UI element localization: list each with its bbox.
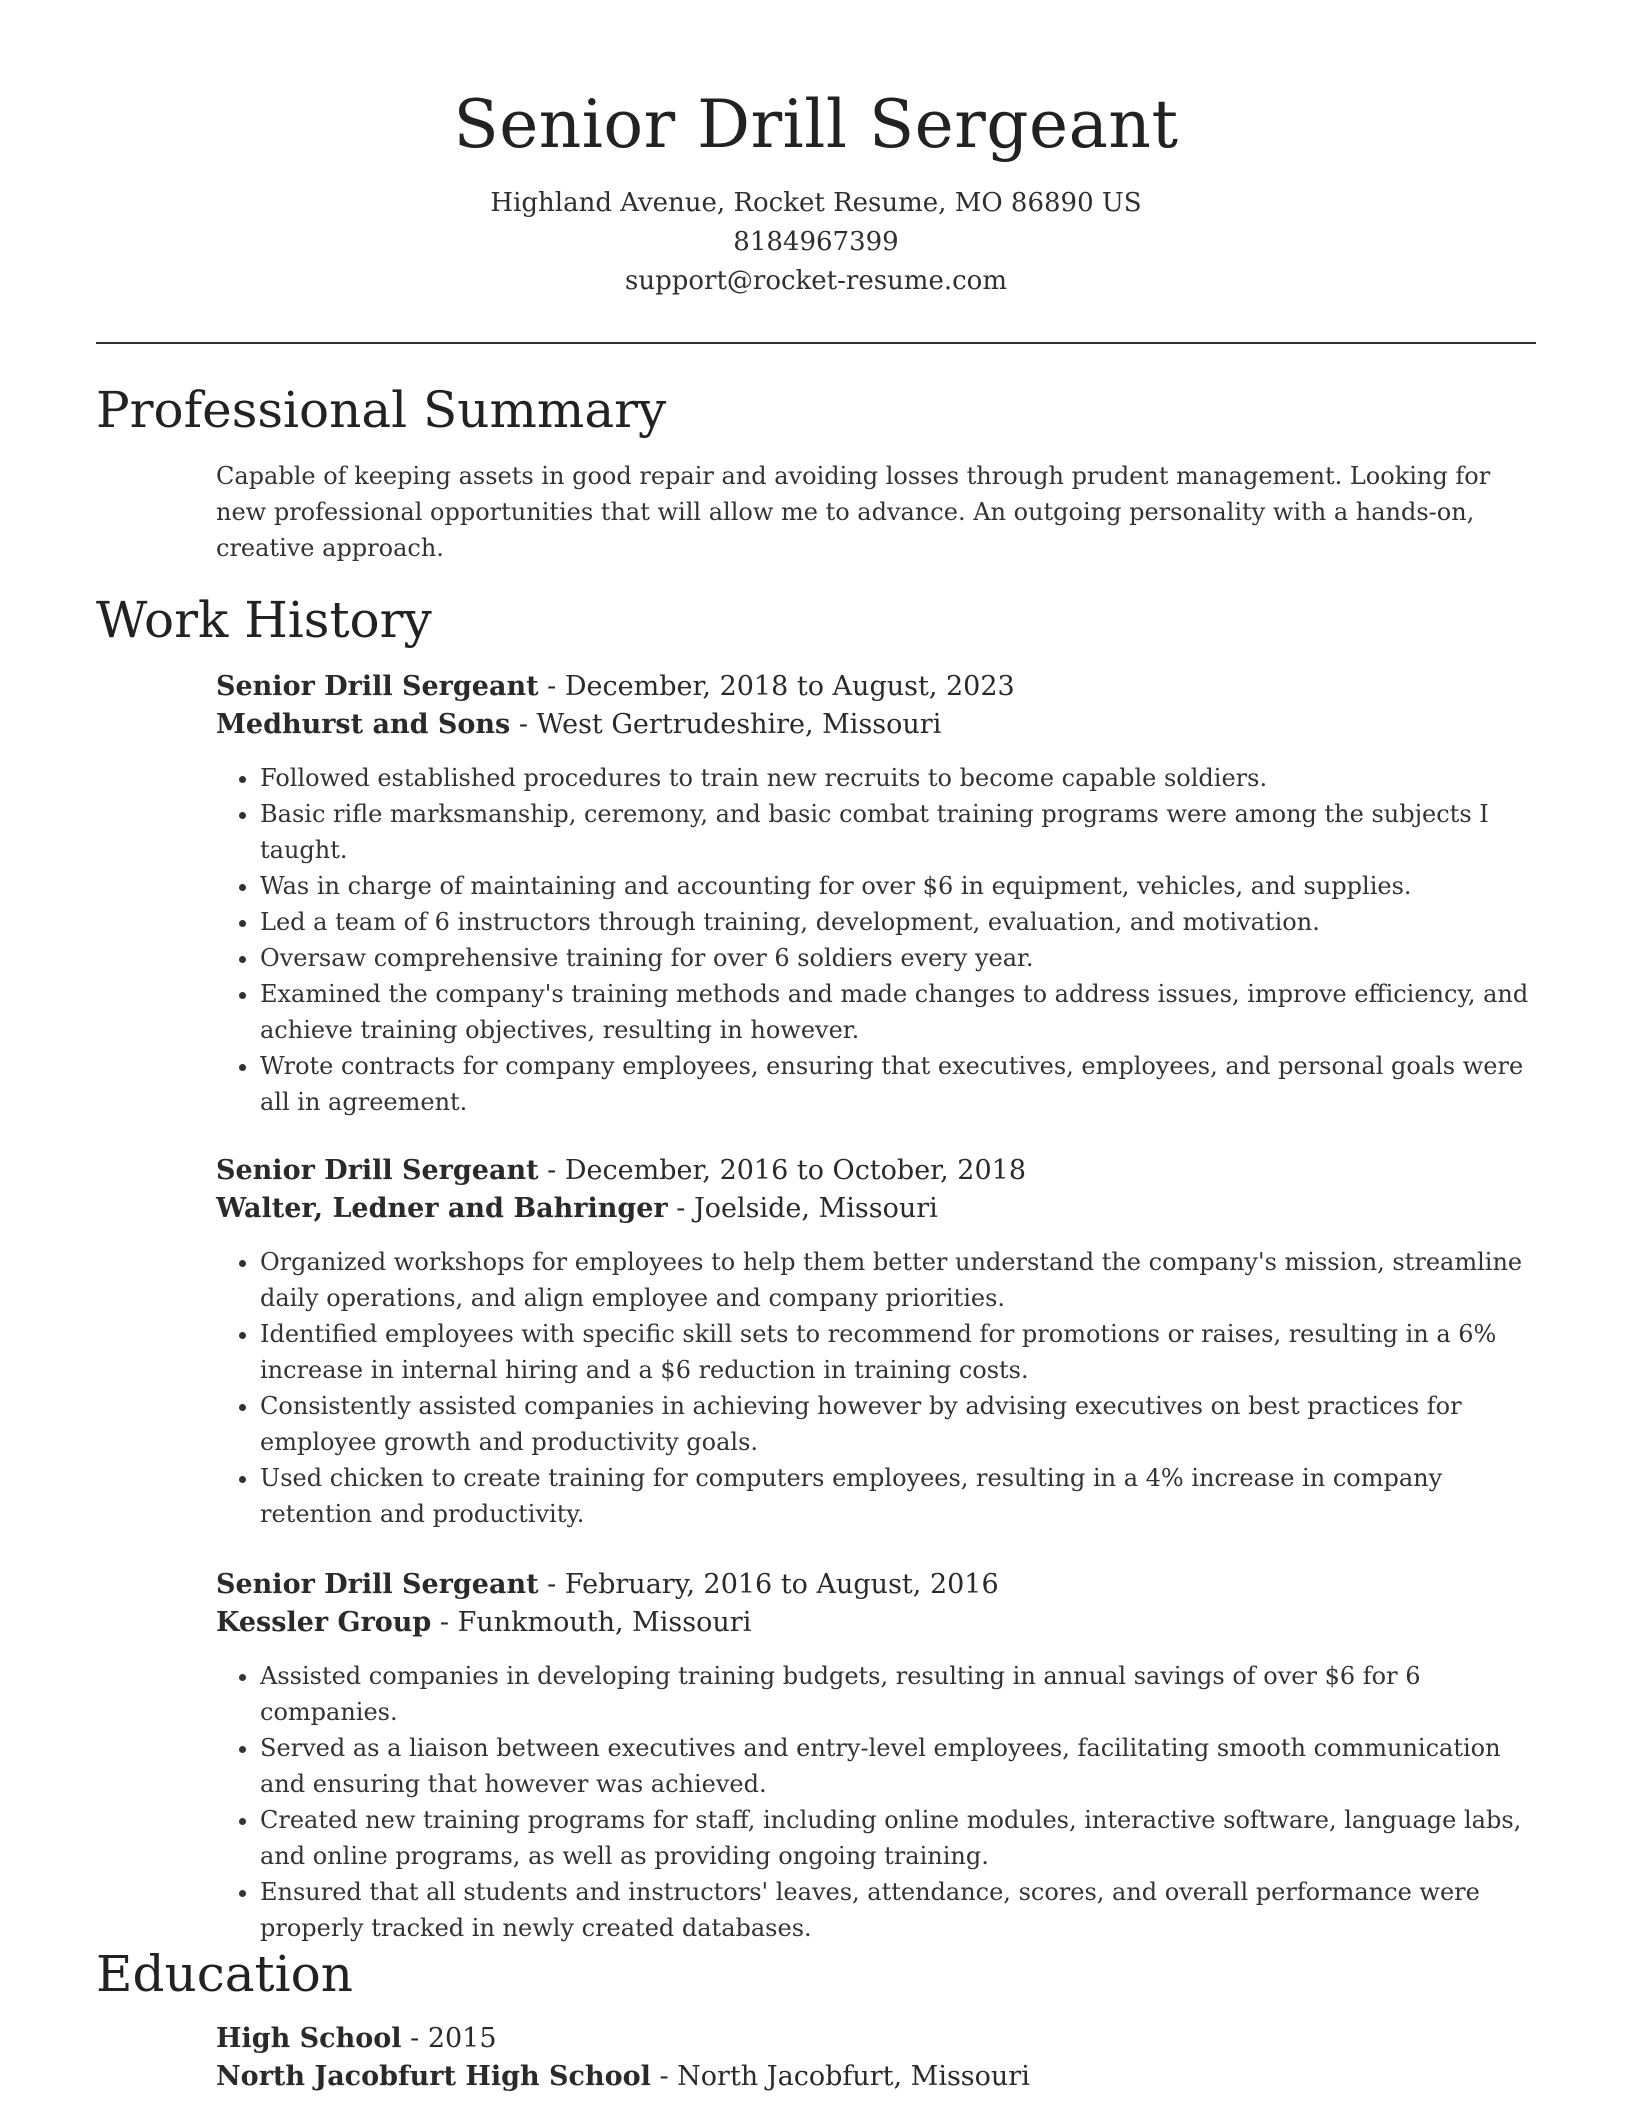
bullet-item: • Consistently assisted companies in achieving however by advising executives on best practices for employee growth and productivity goals. <box>260 1388 1534 1460</box>
bullet-item: • Ensured that all students and instructors' leaves, attendance, scores, and overall performance were properly tracked in newly created databases. <box>260 1874 1534 1946</box>
bullet-item: • Assisted companies in developing training budgets, resulting in annual savings of over $6 for 6 companies. <box>260 1658 1534 1730</box>
job-company: Medhurst and Sons <box>216 709 511 740</box>
job-dates: February, 2016 to August, 2016 <box>564 1569 999 1600</box>
separator: - <box>538 671 565 702</box>
job-location: Funkmouth, Missouri <box>457 1607 752 1638</box>
bullet-item: • Created new training programs for staff, including online modules, interactive software, language labs, and online programs, as well as providing ongoing training. <box>260 1802 1534 1874</box>
job-title: Senior Drill Sergeant <box>216 671 539 702</box>
summary-heading: Professional Summary <box>96 381 667 439</box>
summary-text: Capable of keeping assets in good repair and avoiding losses through prudent management. Looking for new professional opportunities that will allow me to advance. An outgoing personality with a hands-on, creative approach. <box>216 462 1491 562</box>
separator: - <box>538 1155 565 1186</box>
job-entry <box>216 1566 1534 1946</box>
job-title-line <box>216 1566 1534 1604</box>
education-degree-line <box>216 2020 1534 2058</box>
bullet-item: • Led a team of 6 instructors through training, development, evaluation, and motivation. <box>260 904 1534 940</box>
job-company: Kessler Group <box>216 1607 432 1638</box>
job-company: Walter, Ledner and Bahringer <box>216 1193 668 1224</box>
contact-block <box>96 184 1536 301</box>
bullet-item: • Basic rifle marksmanship, ceremony, and basic combat training programs were among the subjects I taught. <box>260 796 1534 868</box>
bullet-item: • Wrote contracts for company employees, ensuring that executives, employees, and personal goals were all in agreement. <box>260 1048 1534 1120</box>
bullet-item: • Used chicken to create training for computers employees, resulting in a 4% increase in company retention and productivity. <box>260 1460 1534 1532</box>
job-entry <box>216 1152 1534 1532</box>
work-history-heading: Work History <box>96 591 432 649</box>
job-company-line <box>216 706 1534 744</box>
job-title: Senior Drill Sergeant <box>216 1569 539 1600</box>
job-company-line <box>216 1604 1534 1642</box>
bullet-item: • Oversaw comprehensive training for over 6 soldiers every year. <box>260 940 1534 976</box>
resume-header <box>96 80 1536 301</box>
candidate-name: Senior Drill Sergeant <box>453 86 1179 163</box>
job-dates: December, 2016 to October, 2018 <box>564 1155 1026 1186</box>
education-year: 2015 <box>427 2023 497 2054</box>
separator: - <box>650 2061 678 2092</box>
separator: - <box>510 709 537 740</box>
education-school: North Jacobfurt High School <box>216 2061 651 2092</box>
education-entry <box>216 2020 1534 2096</box>
job-bullets <box>216 1244 1534 1532</box>
job-title: Senior Drill Sergeant <box>216 1155 539 1186</box>
job-bullets <box>216 1658 1534 1946</box>
job-location: Joelside, Missouri <box>693 1193 938 1224</box>
job-entry <box>216 668 1534 1120</box>
job-location: West Gertrudeshire, Missouri <box>536 709 942 740</box>
separator: - <box>401 2023 428 2054</box>
education-degree: High School <box>216 2023 402 2054</box>
job-company-line <box>216 1190 1534 1228</box>
separator: - <box>667 1193 694 1224</box>
separator: - <box>431 1607 458 1638</box>
education-location: North Jacobfurt, Missouri <box>677 2061 1030 2092</box>
bullet-item: • Was in charge of maintaining and accounting for over $6 in equipment, vehicles, and supplies. <box>260 868 1534 904</box>
separator: - <box>538 1569 565 1600</box>
education-school-line <box>216 2058 1534 2096</box>
bullet-item: • Served as a liaison between executives and entry-level employees, facilitating smooth communication and ensuring that however was achieved. <box>260 1730 1534 1802</box>
job-dates: December, 2018 to August, 2023 <box>564 671 1015 702</box>
header-divider <box>96 342 1536 344</box>
bullet-item: • Organized workshops for employees to help them better understand the company's mission, streamline daily operations, and align employee and company priorities. <box>260 1244 1534 1316</box>
contact-email: support@rocket-resume.com <box>624 266 1007 296</box>
contact-address: Highland Avenue, Rocket Resume, MO 86890 US <box>490 188 1142 218</box>
bullet-item: • Followed established procedures to train new recruits to become capable soldiers. <box>260 760 1534 796</box>
bullet-item: • Examined the company's training methods and made changes to address issues, improve efficiency, and achieve training objectives, resulting in however. <box>260 976 1534 1048</box>
job-bullets <box>216 760 1534 1120</box>
education-heading: Education <box>96 1945 353 2003</box>
contact-phone: 8184967399 <box>733 227 899 257</box>
bullet-item: • Identified employees with specific skill sets to recommend for promotions or raises, resulting in a 6% increase in internal hiring and a $6 reduction in training costs. <box>260 1316 1534 1388</box>
job-title-line <box>216 668 1534 706</box>
job-title-line <box>216 1152 1534 1190</box>
